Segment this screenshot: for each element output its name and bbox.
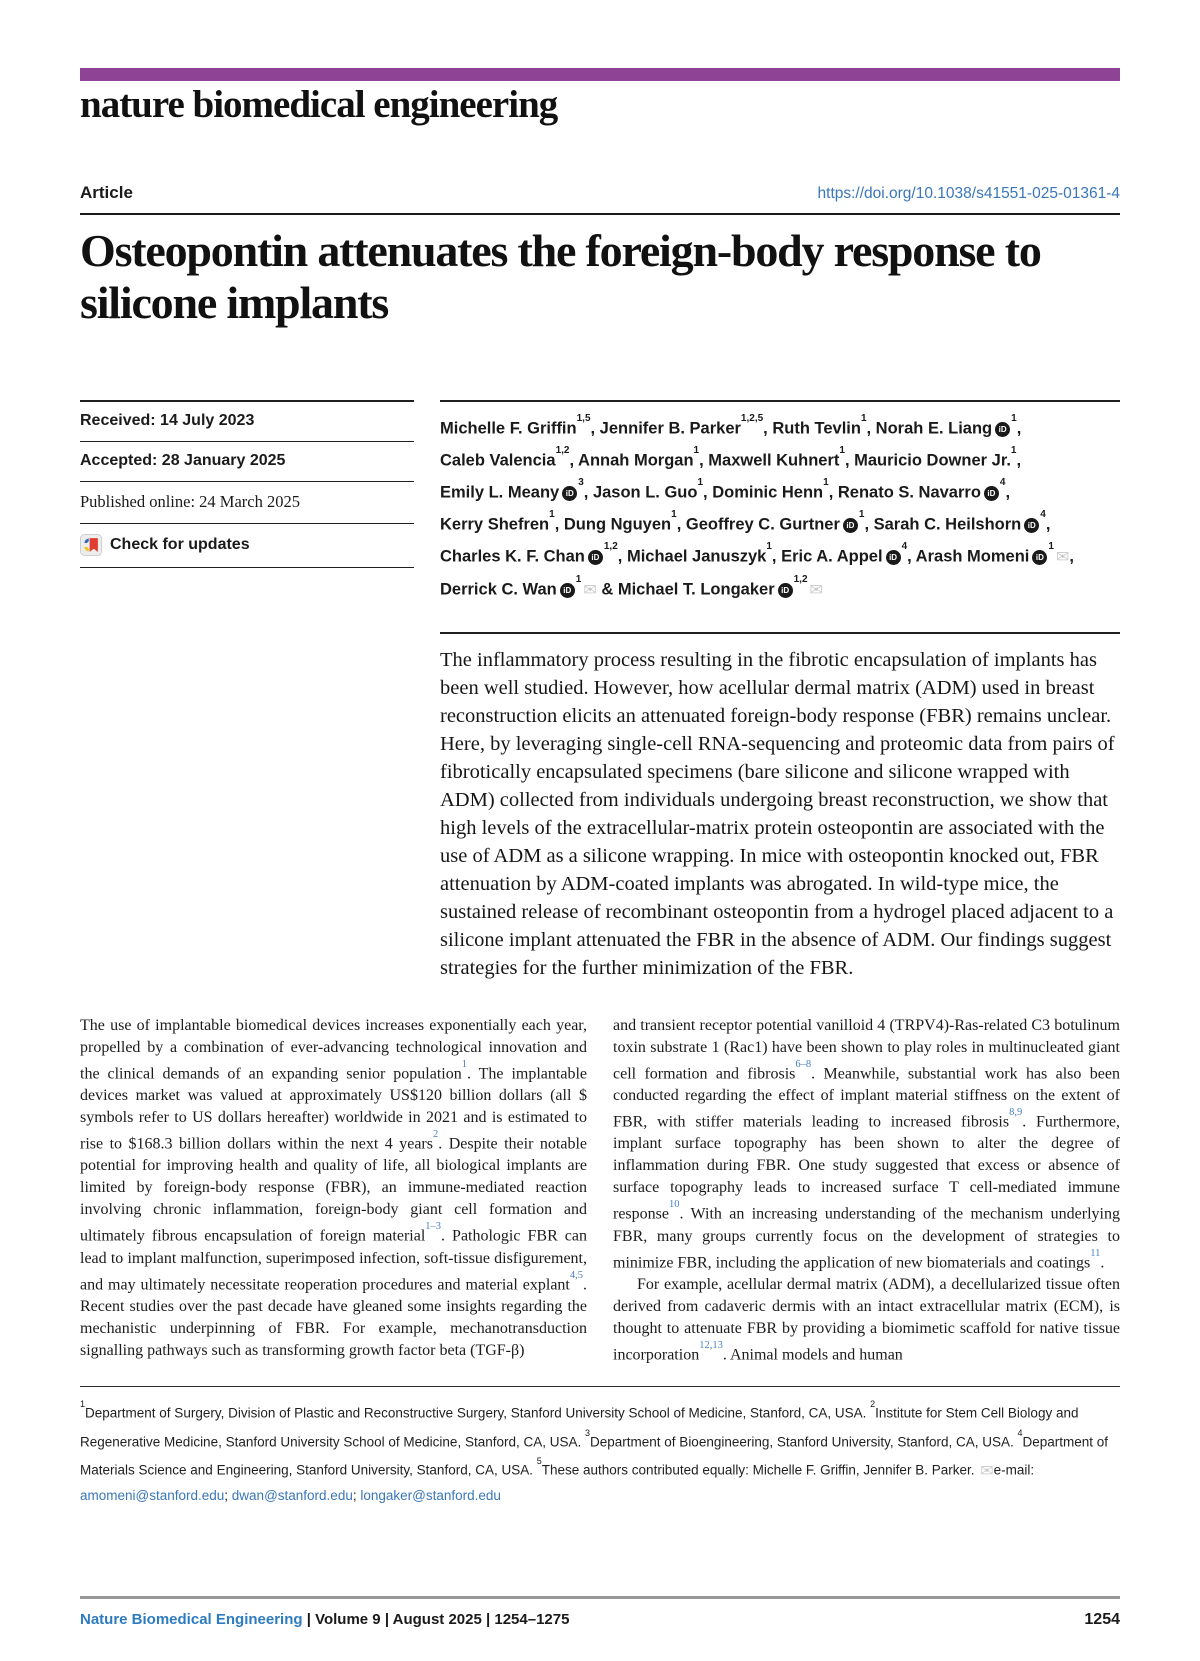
superscript-label: 1 — [693, 444, 700, 456]
brand-bar — [80, 68, 1120, 81]
article-type-label: Article — [80, 182, 133, 202]
citation-ref[interactable]: 1 — [461, 1058, 467, 1070]
author-line: Kerry Shefren$^1$, Dung Nguyen$^1$, Geoffrey C. Gurtner iD$^1$, Sarah C. Heilshorn iD$^4$, — [440, 508, 1051, 534]
email-link[interactable]: dwan@stanford.edu — [231, 1487, 353, 1503]
superscript-label: 1,2 — [793, 573, 808, 585]
author-list — [440, 400, 1120, 605]
superscript-label: 1 — [839, 444, 845, 456]
affiliations-footnote: $^1$Department of Surgery, Division of Plastic and Reconstructive Surgery, Stanford University School of Medicine, Stanford, CA, USA. $^2$Institute for Stem Cell Biology and Regenerative Medicine, Stanford University School of Medicine, Stanford, CA, USA. $^3$Department of Bioengineering, Stanford University, Stanford, CA, USA. $^4$Department of Materials Science and Engineering, Stanford University, Stanford, CA, USA. $^5$These authors contributed equally: Michelle F. Griffin, Jennifer B. Parker. ✉e-mail: amomeni@stanford.edu; dwan@stanford.edu; longaker@stanford.edu — [80, 1386, 1120, 1508]
authors-abstract-column — [440, 400, 1120, 982]
header-rule — [80, 213, 1120, 215]
article-page — [0, 68, 1200, 1661]
superscript-label: 4 — [901, 540, 908, 552]
superscript-label: 1 — [823, 476, 829, 488]
orcid-icon[interactable]: iD — [588, 550, 603, 565]
citation-ref[interactable]: 8,9 — [1009, 1107, 1023, 1119]
superscript-label: 1 — [1011, 412, 1017, 424]
superscript-label: 1,2,5 — [740, 412, 764, 424]
accepted-date: Accepted: 28 January 2025 — [80, 442, 414, 482]
email-envelope-icon[interactable]: ✉ — [980, 1460, 994, 1480]
body-column-right — [613, 1015, 1120, 1367]
orcid-icon[interactable]: iD — [778, 583, 793, 598]
body-paragraph: For example, acellular dermal matrix (ADM), a decellularized tissue often derived from cadaveric dermis with an intact extracellular matrix (ECM), is thought to attenuate FBR by providing a biomimetic scaffold for native tissue incorporation$^{12,13}$. Animal models and human — [613, 1276, 1120, 1364]
footer-volume-info: | Volume 9 | August 2025 | 1254–1275 — [302, 1611, 570, 1628]
superscript-label: 1 — [575, 573, 582, 585]
body-columns — [80, 1015, 1120, 1367]
citation-ref[interactable]: 4,5 — [569, 1269, 583, 1281]
citation-ref[interactable]: 11 — [1090, 1247, 1101, 1259]
superscript-label: 3 — [578, 476, 584, 488]
orcid-icon[interactable]: iD — [984, 486, 999, 501]
email-link[interactable]: amomeni@stanford.edu — [80, 1487, 225, 1503]
email-envelope-icon[interactable]: ✉ — [809, 580, 823, 600]
superscript-label: 4 — [1017, 1427, 1023, 1438]
superscript-label: 2 — [870, 1399, 876, 1410]
orcid-icon[interactable]: iD — [995, 422, 1010, 437]
superscript-label: 4 — [1040, 508, 1046, 520]
page-footer — [80, 1596, 1120, 1629]
email-envelope-icon[interactable]: ✉ — [583, 580, 597, 600]
citation-ref[interactable]: 10 — [668, 1199, 680, 1211]
orcid-icon[interactable]: iD — [843, 518, 858, 533]
superscript-label: 5 — [536, 1456, 542, 1467]
journal-masthead: nature biomedical engineering — [80, 83, 558, 126]
superscript-label: 3 — [585, 1427, 591, 1438]
email-link[interactable]: longaker@stanford.edu — [360, 1487, 501, 1503]
body-paragraph: The use of implantable biomedical devices increases exponentially each year, propelled by a combination of ever-advancing technological innovation and the clinical demands of an expanding senior population$^1$. The implantable devices market was valued at approximately US$120 billion dollars (all $ symbols refer to US dollars hereafter) worldwide in 2021 and is estimated to rise to $168.3 billion dollars within the next 4 years$^2$. Despite their notable potential for improving health and quality of life, all biological implants are limited by foreign-body response (FBR), an immune-mediated reaction involving chronic inflammation, foreign-body giant cell formation and ultimately fibrous encapsulation of foreign material$^{1-3}$. Pathologic FBR can lead to implant malfunction, superimposed infection, soft-tissue disfigurement, and may ultimately necessitate reoperation procedures and material explant$^{4,5}$. Recent studies over the past decade have gleaned some insights regarding the mechanistic underpinning of FBR. For example, mechanotransduction signalling pathways such as transforming growth factor beta (TGF-β) — [80, 1016, 588, 1360]
article-header-row — [80, 183, 1120, 203]
author-line: Derrick C. Wan iD$^1$✉ & Michael T. Longaker iD$^{1,2}$✉ — [440, 573, 823, 600]
orcid-icon[interactable]: iD — [560, 583, 575, 598]
superscript-label: 1 — [697, 476, 704, 488]
footer-page-number: 1254 — [1084, 1611, 1120, 1628]
author-line: Michelle F. Griffin$^{1,5}$, Jennifer B. Parker$^{1,2,5}$, Ruth Tevlin$^1$, Norah E. Liang iD$^1$, — [440, 412, 1022, 438]
dates-column — [80, 400, 414, 568]
footer-left — [80, 1611, 569, 1628]
superscript-label: 1 — [860, 412, 867, 424]
doi-link[interactable]: https://doi.org/10.1038/s41551-025-01361-4 — [817, 184, 1120, 202]
body-column-left — [80, 1015, 587, 1367]
superscript-label: 1 — [549, 508, 555, 520]
email-envelope-icon[interactable]: ✉ — [1055, 547, 1070, 567]
citation-ref[interactable]: 2 — [433, 1129, 439, 1141]
superscript-label: 1 — [671, 508, 677, 520]
orcid-icon[interactable]: iD — [886, 550, 901, 565]
citation-ref[interactable]: 1–3 — [425, 1221, 442, 1233]
superscript-label: 4 — [999, 476, 1006, 488]
published-date: Published online: 24 March 2025 — [80, 482, 414, 524]
superscript-label: 1,2 — [555, 444, 570, 456]
check-for-updates-label: Check for updates — [110, 535, 250, 553]
superscript-label: 1 — [766, 540, 772, 552]
footer-journal-link[interactable]: Nature Biomedical Engineering — [80, 1611, 303, 1628]
superscript-label: 1 — [1048, 540, 1054, 552]
superscript-label: 1 — [858, 508, 865, 520]
superscript-label: 1 — [1010, 444, 1017, 456]
citation-ref[interactable]: 6–8 — [795, 1058, 812, 1070]
orcid-icon[interactable]: iD — [1032, 550, 1047, 565]
author-line: Emily L. Meany iD$^3$, Jason L. Guo$^1$, Dominic Henn$^1$, Renato S. Navarro iD$^4$, — [440, 476, 1011, 502]
orcid-icon[interactable]: iD — [1024, 518, 1039, 533]
superscript-label: 1,2 — [603, 540, 618, 552]
dates-box — [80, 400, 414, 568]
citation-ref[interactable]: 12,13 — [699, 1340, 723, 1352]
abstract: The inflammatory process resulting in the fibrotic encapsulation of implants has been well studied. However, how acellular dermal matrix (ADM) used in breast reconstruction elicits an attenuated foreign-body response (FBR) remains unclear. Here, by leveraging single-cell RNA-sequencing and proteomic data from pairs of fibrotically encapsulated specimens (bare silicone and silicone wrapped with ADM) collected from individuals undergoing breast reconstruction, we show that high levels of the extracellular-matrix protein osteopontin are associated with the use of ADM as a silicone wrapping. In mice with osteopontin knocked out, FBR attenuation by ADM-coated implants was abrogated. In wild-type mice, the sustained release of recombinant osteopontin from a hydrogel placed adjacent to a silicone implant attenuated the FBR in the absence of ADM. Our findings suggest strategies for the further minimization of the FBR. — [440, 632, 1120, 982]
author-line: Caleb Valencia$^{1,2}$, Annah Morgan$^1$, Maxwell Kuhnert$^1$, Mauricio Downer Jr.$^1$, — [440, 444, 1022, 470]
crossmark-icon[interactable] — [80, 534, 102, 556]
meta-row — [80, 400, 1120, 982]
orcid-icon[interactable]: iD — [562, 486, 577, 501]
superscript-label: 1 — [80, 1399, 86, 1410]
received-date: Received: 14 July 2023 — [80, 402, 414, 442]
check-for-updates[interactable] — [80, 524, 414, 568]
author-line: Charles K. F. Chan iD$^{1,2}$, Michael Januszyk$^1$, Eric A. Appel iD$^4$, Arash Momeni iD$^1$✉, — [440, 540, 1074, 567]
paper-title: Osteopontin attenuates the foreign-body response to silicone implants — [80, 224, 1041, 329]
superscript-label: 1,5 — [576, 412, 591, 424]
body-paragraph: and transient receptor potential vanilloid 4 (TRPV4)-Ras-related C3 botulinum toxin substrate 1 (Rac1) have been shown to play roles in multinucleated giant cell formation and fibrosis$^{6-8}$. Meanwhile, substantial work has also been conducted regarding the effect of implant material stiffness on the extent of FBR, with stiffer materials leading to increased fibrosis$^{8,9}$. Furthermore, implant surface topography has been shown to alter the degree of inflammation during FBR. One study suggested that excess or absence of surface topography leads to increased surface T cell-mediated immune response$^{10}$. With an increasing understanding of the mechanism underlying FBR, many groups currently focus on the development of strategies to minimize FBR, including the application of new biomaterials and coatings$^{11}$. — [613, 1016, 1121, 1272]
